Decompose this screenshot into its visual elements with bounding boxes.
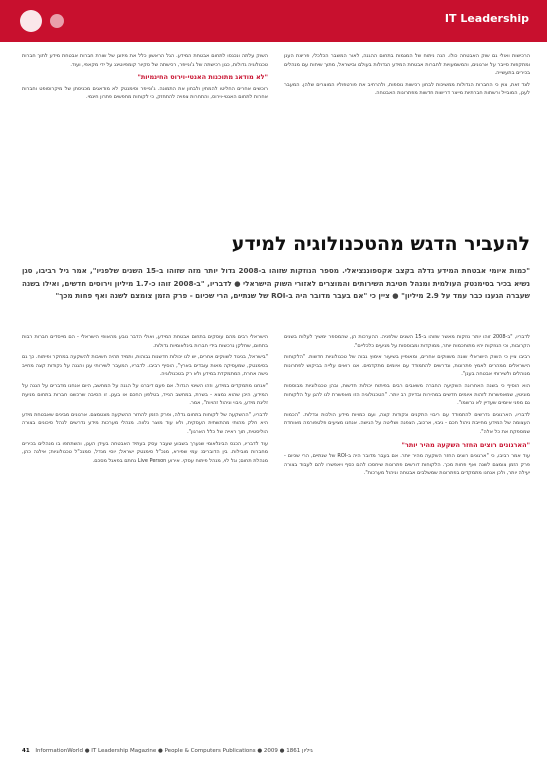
paragraph: לצד זאת, צוין כי החברות הגדולות ממשיכות לבחון רכישות נוספות, ולהרחיב את פורטפוליו המוצרים שלהן. המעבר לענן, המובייל ורשתות חברתיות מייצר דרישות חדשות מפתרונות האבטחה.: [284, 81, 530, 97]
paragraph: "אנחנו מתמקדים במידע, וזהו השינוי הגדול. אם פעם דיברנו על הגנה על המחשב, היום אנחנו מדברים על הגנה על המידע, היכן שהוא נמצא - בשרת, במחשב הנייד, בטלפון החכם או בענן. זו הסיבה שרכשנו חברות בתחום מניעת זליגת מידע, גיבוי וניהול זהויות", אמר.: [22, 382, 268, 407]
paragraph: הוא הוסיף כי בשנה האחרונה השקיעה החברה משאבים רבים בפיתוח יכולות חדשות, ובהן טכנולוגיות מבוססות מוניטין, שמאפשרות לזהות איומים חדשים במהירות ובדיוק רב יותר. "הטכנולוגיה הזו מאפשרת לנו להגן על הלקוחות גם מפני איומים שעדיין לא נרשמו".: [284, 382, 530, 407]
paragraph: רביבו ציין כי השוק הישראלי שונה משווקים אחרים, ומאופיין בשיעור אימוץ גבוה של טכנולוגיות חדשות. "הלקוחות הישראלים ממהרים לאמץ פתרונות, ונדרשים להתמודד עם איומים מתקדמים. אנו רואים עלייה בביקוש לפתרונות מנוהלים ולשירותי אבטחה בענן".: [284, 354, 530, 378]
page-footer: [22, 748, 530, 754]
article-lead: "כמות איומי אבטחת המידע גדלה בקצב אקספוננציאלי. מספר הנוזקות שזוהו ב-2008 גדול יותר מזה שזוהו ב-15 השנים שלפניו", אמר גיל רביבו, סגן נשיא בכיר בסימנטק העולמית ומנהל חטיבת השירותים והמוצרים לאזורי השוק הישראלי ● לדבריו, "ב-2008 זוהו כ-1.7 מיליון וירוסים חדשים, ואילו בשנה שעברה הגענו כבר עמד על 2.9 מיליון" ● ציין כי "אם בעבר מדובר היה ב-ROI של שנתיים, הרי שכיום - פרק הזמן צומצם לשנה ואף פחות מכך": [22, 266, 531, 300]
body-left-column: [22, 333, 268, 468]
paragraph: עוד אמר רביבו, כי "ארגונים רוצים החזר השקעה מהיר יותר. אם בעבר מדובר היה ב-ROI של שנתיים, הרי שכיום - פרק הזמן צומצם לשנה ואף פחות מכך. הלקוחות דורשים פתרונות שיחסכו להם כסף ויאפשרו להם לעבוד בצורה יעילה יותר, ולכן אנחנו מתמקדים בפתרונות שמשלבים אבטחה וניהול מערכות".: [284, 453, 530, 477]
paragraph: הרכישות ואולי גם שוק האבטחה כולו. הנה ניתוח של המגמות בתחום ההגנה, לאור המשבר הכלכלי, פריצת הענן ומתקפות סייבר על ארגונים, והמשמעויות לחברות אבטחת המידע הגדולות בעולם ובישראל, מתוך שיחות עם מנהלים בכירים בתעשייה.: [284, 53, 530, 77]
decorative-circle-icon: [20, 10, 42, 32]
paragraph: רוכשים אחרים החליטו להמתין ולבחון את התמונה. ג'ונייפר וסימנטק לא מודאגים מכניסתן של מיקרוסופט וחברות אחרות לתחום האנטי-וירוס, והתחרות צפויה להתחזק, כי לקוחות מחפשים פתרון חינמי.: [22, 85, 268, 101]
subheading: "הארגונים רוצים החזר השקעה מהיר יותר": [401, 440, 530, 449]
header-band-text: IT Leadership: [444, 12, 529, 25]
paragraph: הישראלי רבים מהם עוסקים בתחום אבטחת המידע, ואולי הדבר נובע מהאופי הישראלי - הם מייסדים חברות רבות בתחום, שחלקן נרכשות בידי חברות בינלאומיות גדולות.: [22, 334, 268, 349]
top-right-column: [284, 52, 530, 101]
paragraph: "בישראל, בניגוד לשווקים אחרים, יש לנו יכולות חדשנות גבוהות, ותמיד תהיה חשיבות להשקעה במחקר ופיתוח. כך גם בסימנטק, שמעסיקה מאות עובדים בארץ", הוסיף רביבו. לדבריו, המעבר לשירותי ענן והגנה על נקודות קצה מחייב גישה אחרת, המתמקדת במידע ולא רק בטכנולוגיה.: [22, 354, 268, 378]
paragraph: עוד לדבריו, הכנס הבינלאומי שנערך בשבוע שעבר עסק בעתיד האבטחה בעידן הענן, והשתתפו בו מנהלים בכירים מחברות מובילות. בין הדוברים: עמי שפירא, מנכ"ל סימנטק ישראל; יוסי מנדל, סמנכ"ל טכנולוגיות; אילנה כהן, מנהלת תחום; וגל לוי, מנהל פיתוח עסקי. אירוע Live Person נחתם בפאנל מסכם.: [22, 440, 268, 464]
top-left-column: [22, 52, 268, 105]
paragraph: השוק עלתה ונכנסו לתחום אבטחת המידע. הגל הראשון כלל את מיזוגן של שורת חברות אבטחת מידע לתוך חברות טכנולוגיה גדולות, כגון רכישתה של ג'ונייפר, רכישתה של סקיור קומפיוטינג על ידי מקאפי, ועוד.: [22, 53, 268, 68]
article-headline: להעביר הדגש מהטכנולוגיה למידע: [231, 233, 530, 255]
paragraph: לדבריו, "ההשקעה של לקוחות בתחום גדלה, ופרק הזמן להחזר ההשקעה מצטמצם. ארגונים מבינים שאבטחת מידע היא חלק מהותי מהתשתית העסקית, ולא עוד מוצר נלווה. מנהלי מערכות מידע נדרשים לנהל סיכונים בצורה הוליסטית, תוך ראייה של כלל הארגון".: [22, 411, 268, 435]
paragraph: לדבריו, הארגונים נדרשים להתמודד עם ריבוי התקנים ונקודות קצה, ועם כמויות מידע הולכות וגדלות. "הכמות העצומה של המידע מחייבת ניהול חכם - גיבוי, ארכוב, הצפנה ושליטה על הגישה. אנחנו מציעים פלטפורמה מאוחדת שמספקת את כל אלה".: [284, 411, 530, 435]
paragraph: לדבריו, "ב-2008 זוהו יותר נוזקות מאשר שזוהו ב-15 השנים שלפניה. ההערכות הן, שהמספר ימשיך לעלות בשנים הקרובות, וכי הנוזקות יהיו מתוחכמות יותר, ממוקדות ומבוססות על מניעים כלכליים".: [284, 334, 530, 349]
footer-text: InformationWorld ● IT Leadership Magazine ● People & Computers Publications ● 2009 ● גיליון 1861: [35, 748, 313, 754]
header-band: [0, 0, 547, 42]
subheading: "לא מודאג מתוכנות האנטי-וירוס החינמיות": [137, 73, 268, 82]
decorative-circle-icon: [50, 14, 64, 28]
body-right-column: [284, 333, 530, 481]
page-number: 41: [22, 748, 30, 754]
